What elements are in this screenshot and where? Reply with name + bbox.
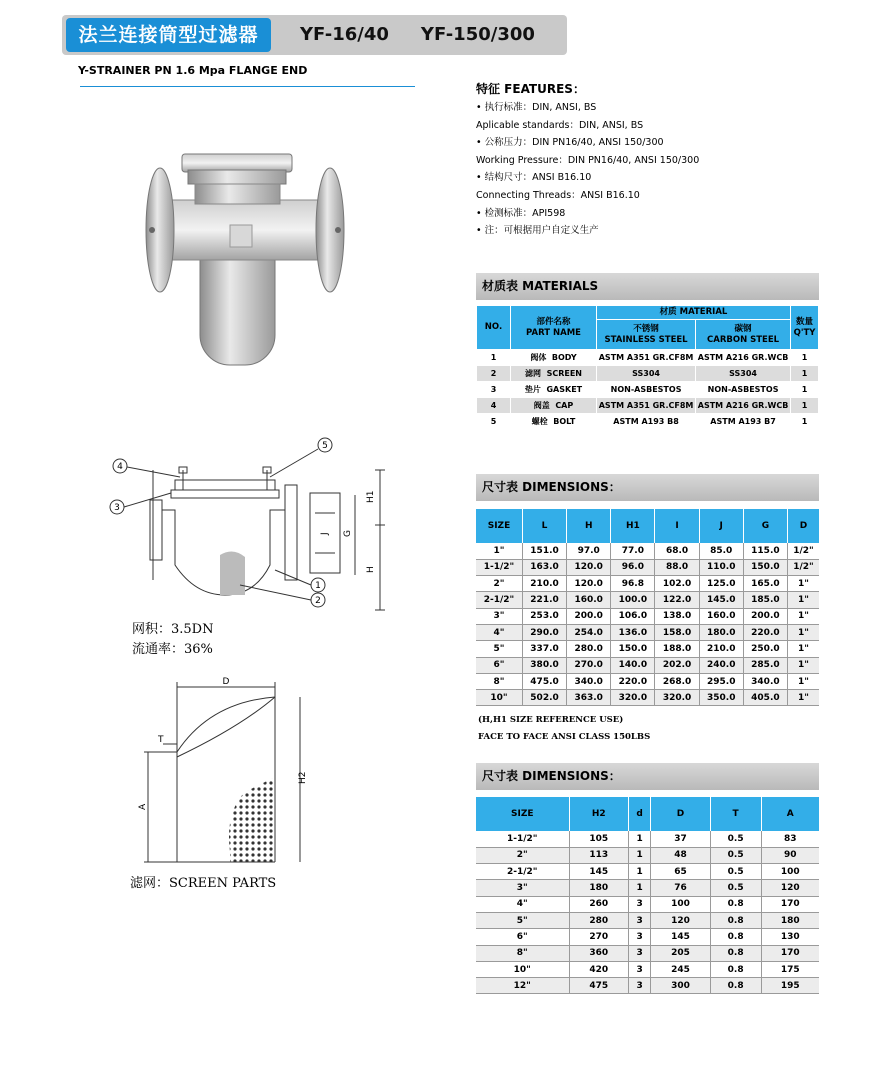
dimensions1-note1: (H,H1 SIZE REFERENCE USE) <box>478 715 624 725</box>
table-cell: 320.0 <box>655 690 699 706</box>
column-header: H2 <box>569 797 628 831</box>
table-cell: 1" <box>787 592 819 608</box>
table-row <box>476 673 819 689</box>
dimensions1-title: 尺寸表 DIMENSIONS： <box>476 474 819 501</box>
table-row <box>476 624 819 640</box>
table-cell: 0.5 <box>710 864 761 880</box>
table-cell: 120 <box>761 880 819 896</box>
table-cell: 363.0 <box>567 690 611 706</box>
table-cell: 1" <box>787 608 819 624</box>
table-row: 4 阀盖 CAP ASTM A351 GR.CF8M ASTM A216 GR.WCB 1 <box>477 398 819 414</box>
col-cs: 碳钢 CARBON STEEL <box>696 320 791 350</box>
callout-4: 4 <box>117 462 123 472</box>
table-cell: 360 <box>569 945 628 961</box>
label-h: H <box>366 566 376 573</box>
table-cell: 68.0 <box>655 543 699 559</box>
table-cell: 3" <box>476 880 569 896</box>
table-cell: 151.0 <box>522 543 566 559</box>
col-material: 材质 MATERIAL <box>597 306 791 320</box>
column-header: H1 <box>611 509 655 543</box>
callout-2: 2 <box>315 596 321 606</box>
feature-line: Connecting Threads：ANSI B16.10 <box>476 189 640 201</box>
table-cell: 4" <box>476 624 522 640</box>
subtitle: Y-STRAINER PN 1.6 Mpa FLANGE END <box>78 64 308 77</box>
feature-line: • 公称压力：DIN PN16/40, ANSI 150/300 <box>476 137 664 149</box>
table-row <box>476 657 819 673</box>
table-cell: 97.0 <box>567 543 611 559</box>
table-cell: 65 <box>651 864 710 880</box>
model-2: YF-150/300 <box>420 24 535 45</box>
table-cell: 210.0 <box>522 576 566 592</box>
table-cell: 270 <box>569 929 628 945</box>
table-cell: 102.0 <box>655 576 699 592</box>
table-row: 2 滤网 SCREEN SS304 SS304 1 <box>477 366 819 382</box>
table-cell: 1 <box>628 847 650 863</box>
table-cell: 145.0 <box>699 592 743 608</box>
table-cell: 502.0 <box>522 690 566 706</box>
column-header: I <box>655 509 699 543</box>
dimensions2-table <box>476 797 819 994</box>
table-cell: 120 <box>651 912 710 928</box>
feature-line: Working Pressure：DIN PN16/40, ANSI 150/300 <box>476 154 700 166</box>
table-cell: 170 <box>761 896 819 912</box>
table-cell: 100 <box>651 896 710 912</box>
table-cell: 1" <box>787 657 819 673</box>
table-cell: 200.0 <box>567 608 611 624</box>
table-cell: 295.0 <box>699 673 743 689</box>
col-qty: 数量 Q'TY <box>791 306 819 350</box>
column-header: H <box>567 509 611 543</box>
table-cell: 145 <box>651 929 710 945</box>
screen-drawing <box>130 672 320 867</box>
table-cell: 77.0 <box>611 543 655 559</box>
features-title: 特征 FEATURES： <box>476 82 585 96</box>
feature-line: • 结构尺寸：ANSI B16.10 <box>476 172 592 184</box>
table-cell: 100 <box>761 864 819 880</box>
table-cell: 125.0 <box>699 576 743 592</box>
table-cell: 270.0 <box>567 657 611 673</box>
table-cell: 221.0 <box>522 592 566 608</box>
table-row <box>476 690 819 706</box>
table-cell: 253.0 <box>522 608 566 624</box>
column-header: T <box>710 797 761 831</box>
cap-plate <box>182 154 292 172</box>
table-cell: 122.0 <box>655 592 699 608</box>
table-row <box>476 543 819 559</box>
table-cell: 120.0 <box>567 576 611 592</box>
table-cell: 475.0 <box>522 673 566 689</box>
table-cell: 113 <box>569 847 628 863</box>
column-header: SIZE <box>476 509 522 543</box>
table-cell: 0.5 <box>710 847 761 863</box>
table-cell: 10" <box>476 961 569 977</box>
table-row <box>476 945 819 961</box>
table-row <box>476 576 819 592</box>
table-cell: 0.5 <box>710 880 761 896</box>
table-row: 1 阀体 BODY ASTM A351 GR.CF8M ASTM A216 GR.WCB 1 <box>477 350 819 366</box>
subtitle-underline <box>80 86 415 87</box>
table-cell: 5" <box>476 912 569 928</box>
col-ss: 不锈钢 STAINLESS STEEL <box>597 320 696 350</box>
col-no: NO. <box>477 306 511 350</box>
table-cell: 0.8 <box>710 945 761 961</box>
table-cell: 37 <box>651 831 710 847</box>
table-cell: 420 <box>569 961 628 977</box>
table-row <box>476 847 819 863</box>
table-cell: 3 <box>628 978 650 994</box>
table-cell: 3" <box>476 608 522 624</box>
table-cell: 1-1/2" <box>476 831 569 847</box>
table-cell: 136.0 <box>611 624 655 640</box>
column-header: d <box>628 797 650 831</box>
table-cell: 120.0 <box>567 559 611 575</box>
table-cell: 337.0 <box>522 641 566 657</box>
table-cell: 83 <box>761 831 819 847</box>
table-cell: 260 <box>569 896 628 912</box>
column-header: L <box>522 509 566 543</box>
table-cell: 100.0 <box>611 592 655 608</box>
column-header: G <box>743 509 787 543</box>
table-cell: 1-1/2" <box>476 559 522 575</box>
table-cell: 185.0 <box>743 592 787 608</box>
table-row <box>476 929 819 945</box>
label-h2: H2 <box>298 771 308 784</box>
column-header: D <box>651 797 710 831</box>
table-row <box>476 961 819 977</box>
table-cell: 3 <box>628 912 650 928</box>
table-cell: 1/2" <box>787 543 819 559</box>
table-cell: 3 <box>628 896 650 912</box>
table-cell: 150.0 <box>743 559 787 575</box>
table-row <box>476 864 819 880</box>
table-row <box>476 912 819 928</box>
table-cell: 220.0 <box>611 673 655 689</box>
table-cell: 150.0 <box>611 641 655 657</box>
table-cell: 180 <box>569 880 628 896</box>
screen-caption: 滤网：SCREEN PARTS <box>130 876 277 891</box>
table-cell: 250.0 <box>743 641 787 657</box>
table-cell: 8" <box>476 673 522 689</box>
table-cell: 1/2" <box>787 559 819 575</box>
dimensions1-table <box>476 509 819 706</box>
table-cell: 165.0 <box>743 576 787 592</box>
table-cell: 1 <box>628 864 650 880</box>
table-cell: 90 <box>761 847 819 863</box>
table-cell: 160.0 <box>567 592 611 608</box>
body-boss <box>230 225 252 247</box>
col-part: 部件名称 PART NAME <box>511 306 597 350</box>
table-cell: 340.0 <box>743 673 787 689</box>
table-cell: 245 <box>651 961 710 977</box>
table-row: 5 螺栓 BOLT ASTM A193 B8 ASTM A193 B7 1 <box>477 414 819 430</box>
table-cell: 88.0 <box>655 559 699 575</box>
table-cell: 254.0 <box>567 624 611 640</box>
table-cell: 0.8 <box>710 912 761 928</box>
cap-plate-2 <box>188 170 286 184</box>
table-cell: 96.0 <box>611 559 655 575</box>
materials-table <box>476 305 819 430</box>
table-row <box>476 880 819 896</box>
table-cell: 10" <box>476 690 522 706</box>
table-cell: 475 <box>569 978 628 994</box>
table-row <box>476 896 819 912</box>
label-t: T <box>158 735 164 745</box>
table-cell: 180 <box>761 912 819 928</box>
table-cell: 1 <box>628 831 650 847</box>
title-cn: 法兰连接筒型过滤器 <box>66 18 271 52</box>
table-cell: 2-1/2" <box>476 864 569 880</box>
table-cell: 140.0 <box>611 657 655 673</box>
table-cell: 290.0 <box>522 624 566 640</box>
table-row: 3 垫片 GASKET NON-ASBESTOS NON-ASBESTOS 1 <box>477 382 819 398</box>
table-cell: 3 <box>628 961 650 977</box>
callout-1: 1 <box>315 581 321 591</box>
table-cell: 8" <box>476 945 569 961</box>
table-cell: 105 <box>569 831 628 847</box>
feature-line: • 检测标准：API598 <box>476 207 566 219</box>
table-cell: 1" <box>476 543 522 559</box>
table-cell: 200.0 <box>743 608 787 624</box>
table-cell: 320.0 <box>611 690 655 706</box>
table-cell: 145 <box>569 864 628 880</box>
table-row <box>476 641 819 657</box>
label-a: A <box>138 803 148 810</box>
table-cell: 110.0 <box>699 559 743 575</box>
table-cell: 76 <box>651 880 710 896</box>
table-cell: 1" <box>787 576 819 592</box>
label-j: J <box>320 532 330 535</box>
dimensions1-note2: FACE TO FACE ANSI CLASS 150LBS <box>478 732 651 742</box>
table-cell: 2-1/2" <box>476 592 522 608</box>
model-numbers <box>300 20 567 50</box>
table-cell: 175 <box>761 961 819 977</box>
table-cell: 285.0 <box>743 657 787 673</box>
table-cell: 350.0 <box>699 690 743 706</box>
table-cell: 163.0 <box>522 559 566 575</box>
table-cell: 115.0 <box>743 543 787 559</box>
table-cell: 0.5 <box>710 831 761 847</box>
table-cell: 0.8 <box>710 961 761 977</box>
table-cell: 220.0 <box>743 624 787 640</box>
table-cell: 12" <box>476 978 569 994</box>
feature-line: • 执行标准：DIN, ANSI, BS <box>476 102 597 113</box>
column-header: D <box>787 509 819 543</box>
model-1: YF-16/40 <box>300 24 389 45</box>
table-row <box>476 978 819 994</box>
features-list <box>476 99 699 240</box>
table-cell: 3 <box>628 929 650 945</box>
callout-3: 3 <box>114 503 120 513</box>
table-cell: 106.0 <box>611 608 655 624</box>
column-header: SIZE <box>476 797 569 831</box>
table-cell: 280.0 <box>567 641 611 657</box>
table-cell: 85.0 <box>699 543 743 559</box>
table-cell: 2" <box>476 847 569 863</box>
table-cell: 6" <box>476 657 522 673</box>
table-cell: 188.0 <box>655 641 699 657</box>
table-cell: 3 <box>628 945 650 961</box>
table-cell: 96.8 <box>611 576 655 592</box>
table-cell: 202.0 <box>655 657 699 673</box>
label-d: D <box>222 677 230 687</box>
table-cell: 405.0 <box>743 690 787 706</box>
product-photo <box>140 140 355 380</box>
table-cell: 1" <box>787 624 819 640</box>
column-header: A <box>761 797 819 831</box>
table-cell: 280 <box>569 912 628 928</box>
table-row <box>476 831 819 847</box>
table-cell: 210.0 <box>699 641 743 657</box>
feature-line: Aplicable standards：DIN, ANSI, BS <box>476 119 644 131</box>
table-cell: 380.0 <box>522 657 566 673</box>
table-cell: 1" <box>787 673 819 689</box>
table-cell: 130 <box>761 929 819 945</box>
dimensions2-title: 尺寸表 DIMENSIONS： <box>476 763 819 790</box>
table-cell: 48 <box>651 847 710 863</box>
table-row <box>476 559 819 575</box>
callout-5: 5 <box>322 441 328 451</box>
table-cell: 4" <box>476 896 569 912</box>
table-cell: 300 <box>651 978 710 994</box>
table-cell: 0.8 <box>710 929 761 945</box>
table-cell: 170 <box>761 945 819 961</box>
label-h1: H1 <box>366 490 376 503</box>
table-cell: 1" <box>787 641 819 657</box>
cap-neck <box>195 184 280 204</box>
materials-title: 材质表 MATERIALS <box>476 273 819 300</box>
table-cell: 180.0 <box>699 624 743 640</box>
table-cell: 2" <box>476 576 522 592</box>
mesh-area: 网积：3.5DN <box>132 622 214 637</box>
column-header: J <box>699 509 743 543</box>
table-cell: 1" <box>787 690 819 706</box>
table-cell: 205 <box>651 945 710 961</box>
table-cell: 0.8 <box>710 896 761 912</box>
table-cell: 0.8 <box>710 978 761 994</box>
table-cell: 240.0 <box>699 657 743 673</box>
table-row <box>476 608 819 624</box>
table-cell: 195 <box>761 978 819 994</box>
table-cell: 158.0 <box>655 624 699 640</box>
table-cell: 160.0 <box>699 608 743 624</box>
feature-line: • 注：可根据用户自定义生产 <box>476 225 599 237</box>
table-cell: 268.0 <box>655 673 699 689</box>
flow-rate: 流通率：36% <box>132 642 213 657</box>
table-cell: 138.0 <box>655 608 699 624</box>
table-cell: 1 <box>628 880 650 896</box>
table-cell: 5" <box>476 641 522 657</box>
label-g: G <box>343 530 353 537</box>
table-cell: 340.0 <box>567 673 611 689</box>
section-drawing <box>105 435 390 615</box>
table-cell: 6" <box>476 929 569 945</box>
table-row <box>476 592 819 608</box>
